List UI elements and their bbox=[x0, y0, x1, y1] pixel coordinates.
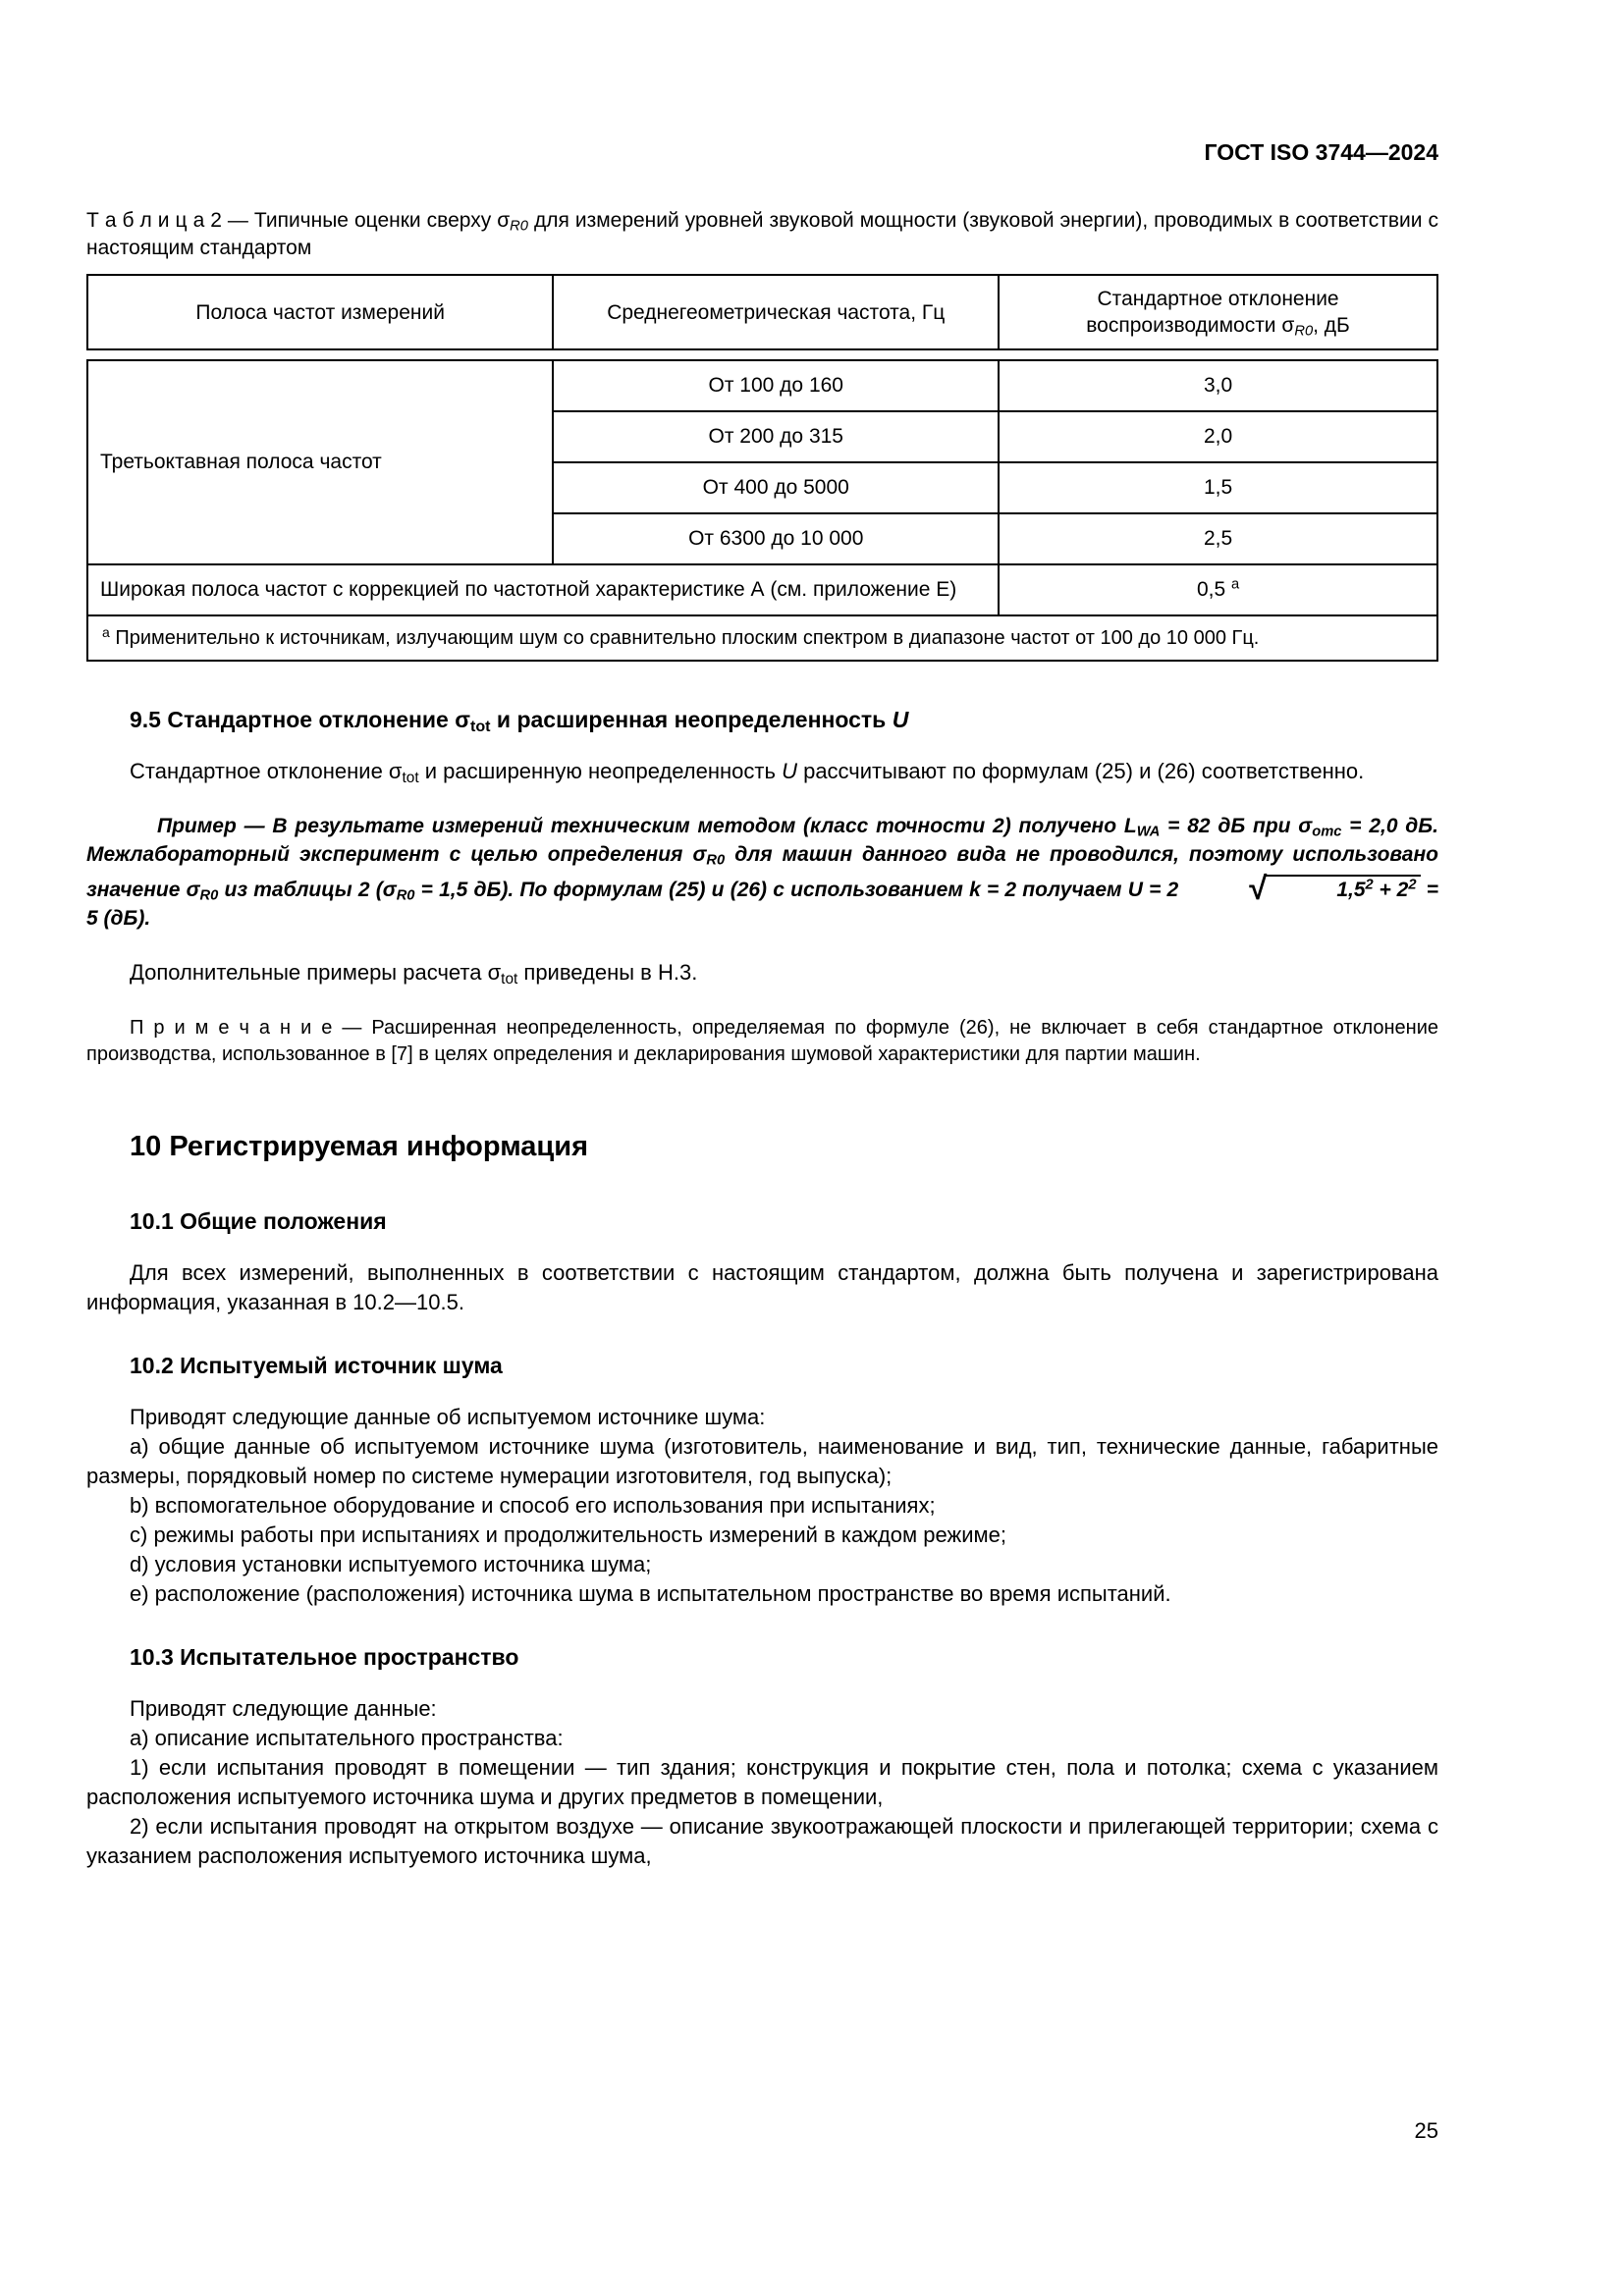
text-run: Дополнительные примеры расчета σ bbox=[130, 960, 502, 985]
subscript: tot bbox=[501, 970, 518, 988]
text-run: = 2,0 дБ. Межлабораторный эксперимент с целью определения σ bbox=[86, 815, 1438, 866]
list-item-a: a) общие данные об испытуемом источнике шума (изготовитель, наименование и вид, тип, технические данные, габаритные размеры, порядковый номер по системе нумерации изготовителя, год выпуска); bbox=[86, 1434, 1438, 1488]
wideband-value-cell bbox=[999, 564, 1437, 615]
subscript: R0 bbox=[396, 887, 415, 904]
frequency-cell: От 6300 до 10 000 bbox=[553, 513, 999, 564]
heading-subscript: tot bbox=[469, 718, 491, 736]
subscript: WA bbox=[1136, 824, 1161, 840]
section-10-1-heading: 10.1 Общие положения bbox=[130, 1208, 387, 1234]
table-caption bbox=[86, 207, 1438, 262]
caption-text-run: для измерений уровней звуковой мощности (звуковой энергии), проводимых в соответствии с настоящим стандартом bbox=[86, 209, 1438, 259]
superscript: 2 bbox=[1365, 877, 1374, 893]
header-text-run: , дБ bbox=[1313, 314, 1350, 337]
text-run: рассчитывают по формулам (25) и (26) соответственно. bbox=[796, 759, 1365, 783]
stddev-value-cell: 2,0 bbox=[999, 411, 1437, 462]
stddev-value-cell: 3,0 bbox=[999, 360, 1437, 411]
example-paragraph bbox=[86, 812, 1438, 933]
paragraph-10-3-intro: Приводят следующие данные: bbox=[130, 1696, 437, 1721]
stddev-value-cell: 2,5 bbox=[999, 513, 1437, 564]
text-run: Пример — В результате измерений техническим методом (класс точности 2) получено L bbox=[157, 815, 1137, 837]
column-header-stddev bbox=[999, 275, 1437, 349]
text-run: Стандартное отклонение σ bbox=[130, 759, 403, 783]
heading-variable: U bbox=[892, 707, 909, 732]
subscript: R0 bbox=[199, 887, 219, 904]
frequency-cell: От 400 до 5000 bbox=[553, 462, 999, 513]
list-item-b: b) вспомогательное оборудование и способ его использования при испытаниях; bbox=[130, 1493, 936, 1518]
footnote-marker: a bbox=[1230, 576, 1240, 593]
radical-sign-icon: √ bbox=[1249, 870, 1268, 906]
list-item-e: e) расположение (расположения) источника шума в испытательном пространстве во время испытаний. bbox=[130, 1581, 1171, 1606]
column-header-frequency: Среднегеометрическая частота, Гц bbox=[553, 275, 999, 349]
subscript: R0 bbox=[706, 852, 726, 869]
wideband-label-cell: Широкая полоса частот с коррекцией по частотной характеристике А (см. приложение Е) bbox=[87, 564, 999, 615]
subscript: omc bbox=[1312, 824, 1342, 840]
stddev-value-cell: 1,5 bbox=[999, 462, 1437, 513]
caption-text-run: Т а б л и ц а 2 — Типичные оценки сверху σ bbox=[86, 209, 511, 232]
text-run: = 1,5 дБ). По формулам (25) и (26) с использованием k = 2 получаем U = 2 bbox=[414, 879, 1179, 901]
page-content bbox=[86, 139, 1438, 1871]
text-run: = 5 (дБ). bbox=[86, 879, 1438, 930]
text-run: = 82 дБ при σ bbox=[1160, 815, 1313, 837]
note-paragraph: П р и м е ч а н и е — Расширенная неопределенность, определяемая по формуле (26), не включает в себя стандартное отклонение производства, использованное в [7] в целях определения и декларирования шумовой характеристики для партии машин. bbox=[86, 1017, 1438, 1065]
list-item-1: 1) если испытания проводят в помещении — тип здания; конструкция и покрытие стен, пола и потолка; схема с указанием расположения испытуемого источника шума и других предметов в помещении, bbox=[86, 1755, 1438, 1809]
list-item-a: a) описание испытательного пространства: bbox=[130, 1726, 564, 1750]
section-10-heading: 10 Регистрируемая информация bbox=[130, 1131, 589, 1162]
heading-text-run: 9.5 Стандартное отклонение σ bbox=[130, 707, 470, 732]
section-10-3-heading: 10.3 Испытательное пространство bbox=[130, 1644, 519, 1670]
document-header: ГОСТ ISO 3744—2024 bbox=[1204, 139, 1438, 165]
section-10-2-heading: 10.2 Испытуемый источник шума bbox=[130, 1353, 503, 1378]
frequency-cell: От 100 до 160 bbox=[553, 360, 999, 411]
text-run: приведены в Н.3. bbox=[517, 960, 698, 985]
paragraph-9-5-2 bbox=[86, 958, 1438, 988]
radicand bbox=[1264, 875, 1420, 901]
table2-body bbox=[86, 359, 1438, 662]
text-run: из таблицы 2 (σ bbox=[218, 879, 397, 901]
table-header-row bbox=[87, 275, 1437, 349]
page-number: 25 bbox=[1414, 2118, 1438, 2143]
footnote-text-run: Применительно к источникам, излучающим шум со сравнительно плоским спектром в диапазоне частот от 100 до 10 000 Гц. bbox=[109, 627, 1260, 649]
table-footnote-row bbox=[87, 615, 1437, 661]
value-text-run: 0,5 bbox=[1196, 578, 1231, 601]
paragraph-10-2-intro: Приводят следующие данные об испытуемом источнике шума: bbox=[130, 1405, 766, 1429]
heading-text-run: и расширенная неопределенность bbox=[490, 707, 893, 732]
list-item-c: c) режимы работы при испытаниях и продолжительность измерений в каждом режиме; bbox=[130, 1522, 1006, 1547]
square-root-expression bbox=[1178, 870, 1420, 906]
caption-subscript: R0 bbox=[510, 218, 528, 235]
list-item-d: d) условия установки испытуемого источника шума; bbox=[130, 1552, 652, 1576]
column-header-band: Полоса частот измерений bbox=[87, 275, 553, 349]
band-group-cell: Третьоктавная полоса частот bbox=[87, 360, 553, 564]
variable: U bbox=[782, 759, 797, 783]
footnote-marker: a bbox=[102, 624, 110, 640]
list-item-2: 2) если испытания проводят на открытом воздухе — описание звукоотражающей плоскости и прилегающей территории; схема с указанием расположения испытуемого источника шума, bbox=[86, 1814, 1438, 1868]
text-run: для машин данного вида не проводился, поэтому использовано значение σ bbox=[86, 843, 1438, 901]
text-run: и расширенную неопределенность bbox=[418, 759, 783, 783]
table-footnote bbox=[87, 615, 1437, 661]
header-subscript: R0 bbox=[1294, 323, 1314, 340]
frequency-cell: От 200 до 315 bbox=[553, 411, 999, 462]
text-run: + 2 bbox=[1373, 879, 1409, 901]
table-row-wideband bbox=[87, 564, 1437, 615]
text-run: 1,5 bbox=[1336, 879, 1366, 901]
table-row bbox=[87, 360, 1437, 411]
table2-header bbox=[86, 274, 1438, 350]
subscript: tot bbox=[402, 769, 419, 786]
paragraph-9-5-1 bbox=[86, 757, 1438, 786]
header-text-run: Стандартное отклонение воспроизводимости σ bbox=[1086, 288, 1339, 337]
paragraph-10-1: Для всех измерений, выполненных в соответствии с настоящим стандартом, должна быть получена и зарегистрирована информация, указанная в 10.2—10.5. bbox=[86, 1260, 1438, 1314]
superscript: 2 bbox=[1408, 877, 1417, 893]
section-9-5-heading bbox=[86, 707, 1438, 736]
